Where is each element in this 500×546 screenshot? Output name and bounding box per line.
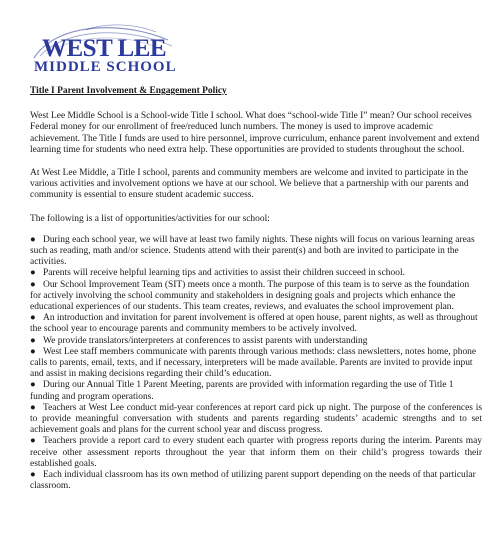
school-logo [26,18,176,78]
list-item: ● Teachers at West Lee conduct mid-year conferences at report card pick up night. The purpose of the conferences is to provide meaningful conversation with students and parents regarding students’ academic strengths and to set achievement goals and plans for the current school year and discuss progress. [30,402,482,436]
logo-line-2: MIDDLE SCHOOL [34,59,177,75]
bullet-icon: ● [30,268,36,279]
intro-paragraph: West Lee Middle School is a School-wide Title I school. What does “school-wide Title I” mean? Our school receives Federal money for our enrollment of free/reduced lunch numbers. The money is used to improve academic achievement. The Title I funds are used to hire personnel, improve curriculum, enhance parent involvement and extend learning time for students who need extra help. These opportunities are provided to students throughout the school. [30,111,480,155]
bullet-icon: ● [30,436,36,447]
page-title: Title I Parent Involvement & Engagement Policy [30,86,227,96]
bullet-icon: ● [30,470,36,481]
list-item: ● Teachers provide a report card to every student each quarter with progress reports during the interim. Parents may receive other assessment reports throughout the year that inform them on their child’s progress towards their established goals. [30,436,482,469]
document-body [30,86,482,493]
bullet-icon: ● [30,402,36,413]
list-intro-paragraph: The following is a list of opportunities/activities for our school: [30,213,270,224]
bullet-icon: ● [30,346,36,357]
bullet-icon: ● [30,335,36,346]
list-item: ● We provide translators/interpreters at conferences to assist parents with understanding [30,335,368,346]
opportunities-list [30,235,482,493]
bullet-icon: ● [30,380,36,391]
partnership-paragraph: At West Lee Middle, a Title I school, parents and community members are welcome and invited to participate in the various activities and involvement options we have at our school. We believe that a partnership with our parents and community is essential to ensure student academic success. [30,168,469,201]
list-item: ● During each school year, we will have at least two family nights. These nights will focus on various learning areas such as reading, math and/or science. Students attend with their parent(s) and both are invited to participate in the activities. [30,234,475,268]
list-item: ● Our School Improvement Team (SIT) meets once a month. The purpose of this team is to serve as the foundation for actively involving the school community and stakeholders in designing goals and projects which enhance the educational experiences of our students. This team creates, reviews, and evaluates the school improvement plan. [30,279,470,313]
list-item: ● An introduction and invitation for parent involvement is offered at open house, parent nights, as well as throughout the school year to encourage parents and community members to be actively involved. [30,313,478,335]
list-item: ● West Lee staff members communicate with parents through various methods: class newsletters, notes home, phone calls to parents, email, texts, and if necessary, interpreters will be made available. Parents are invited to provide input and assist in making decisions regarding their child’s education. [30,346,477,380]
bullet-icon: ● [30,313,36,324]
bullet-icon: ● [30,279,36,290]
logo-line-1: WEST LEE [42,35,167,62]
list-item: ● Each individual classroom has its own method of utilizing parent support depending on the needs of that particular classroom. [30,470,476,492]
list-item: ● Parents will receive helpful learning tips and activities to assist their children succeed in school. [30,268,405,279]
list-item: ● During our Annual Title 1 Parent Meeting, parents are provided with information regarding the use of Title 1 funding and program operations. [30,380,454,402]
bullet-icon: ● [30,234,36,245]
